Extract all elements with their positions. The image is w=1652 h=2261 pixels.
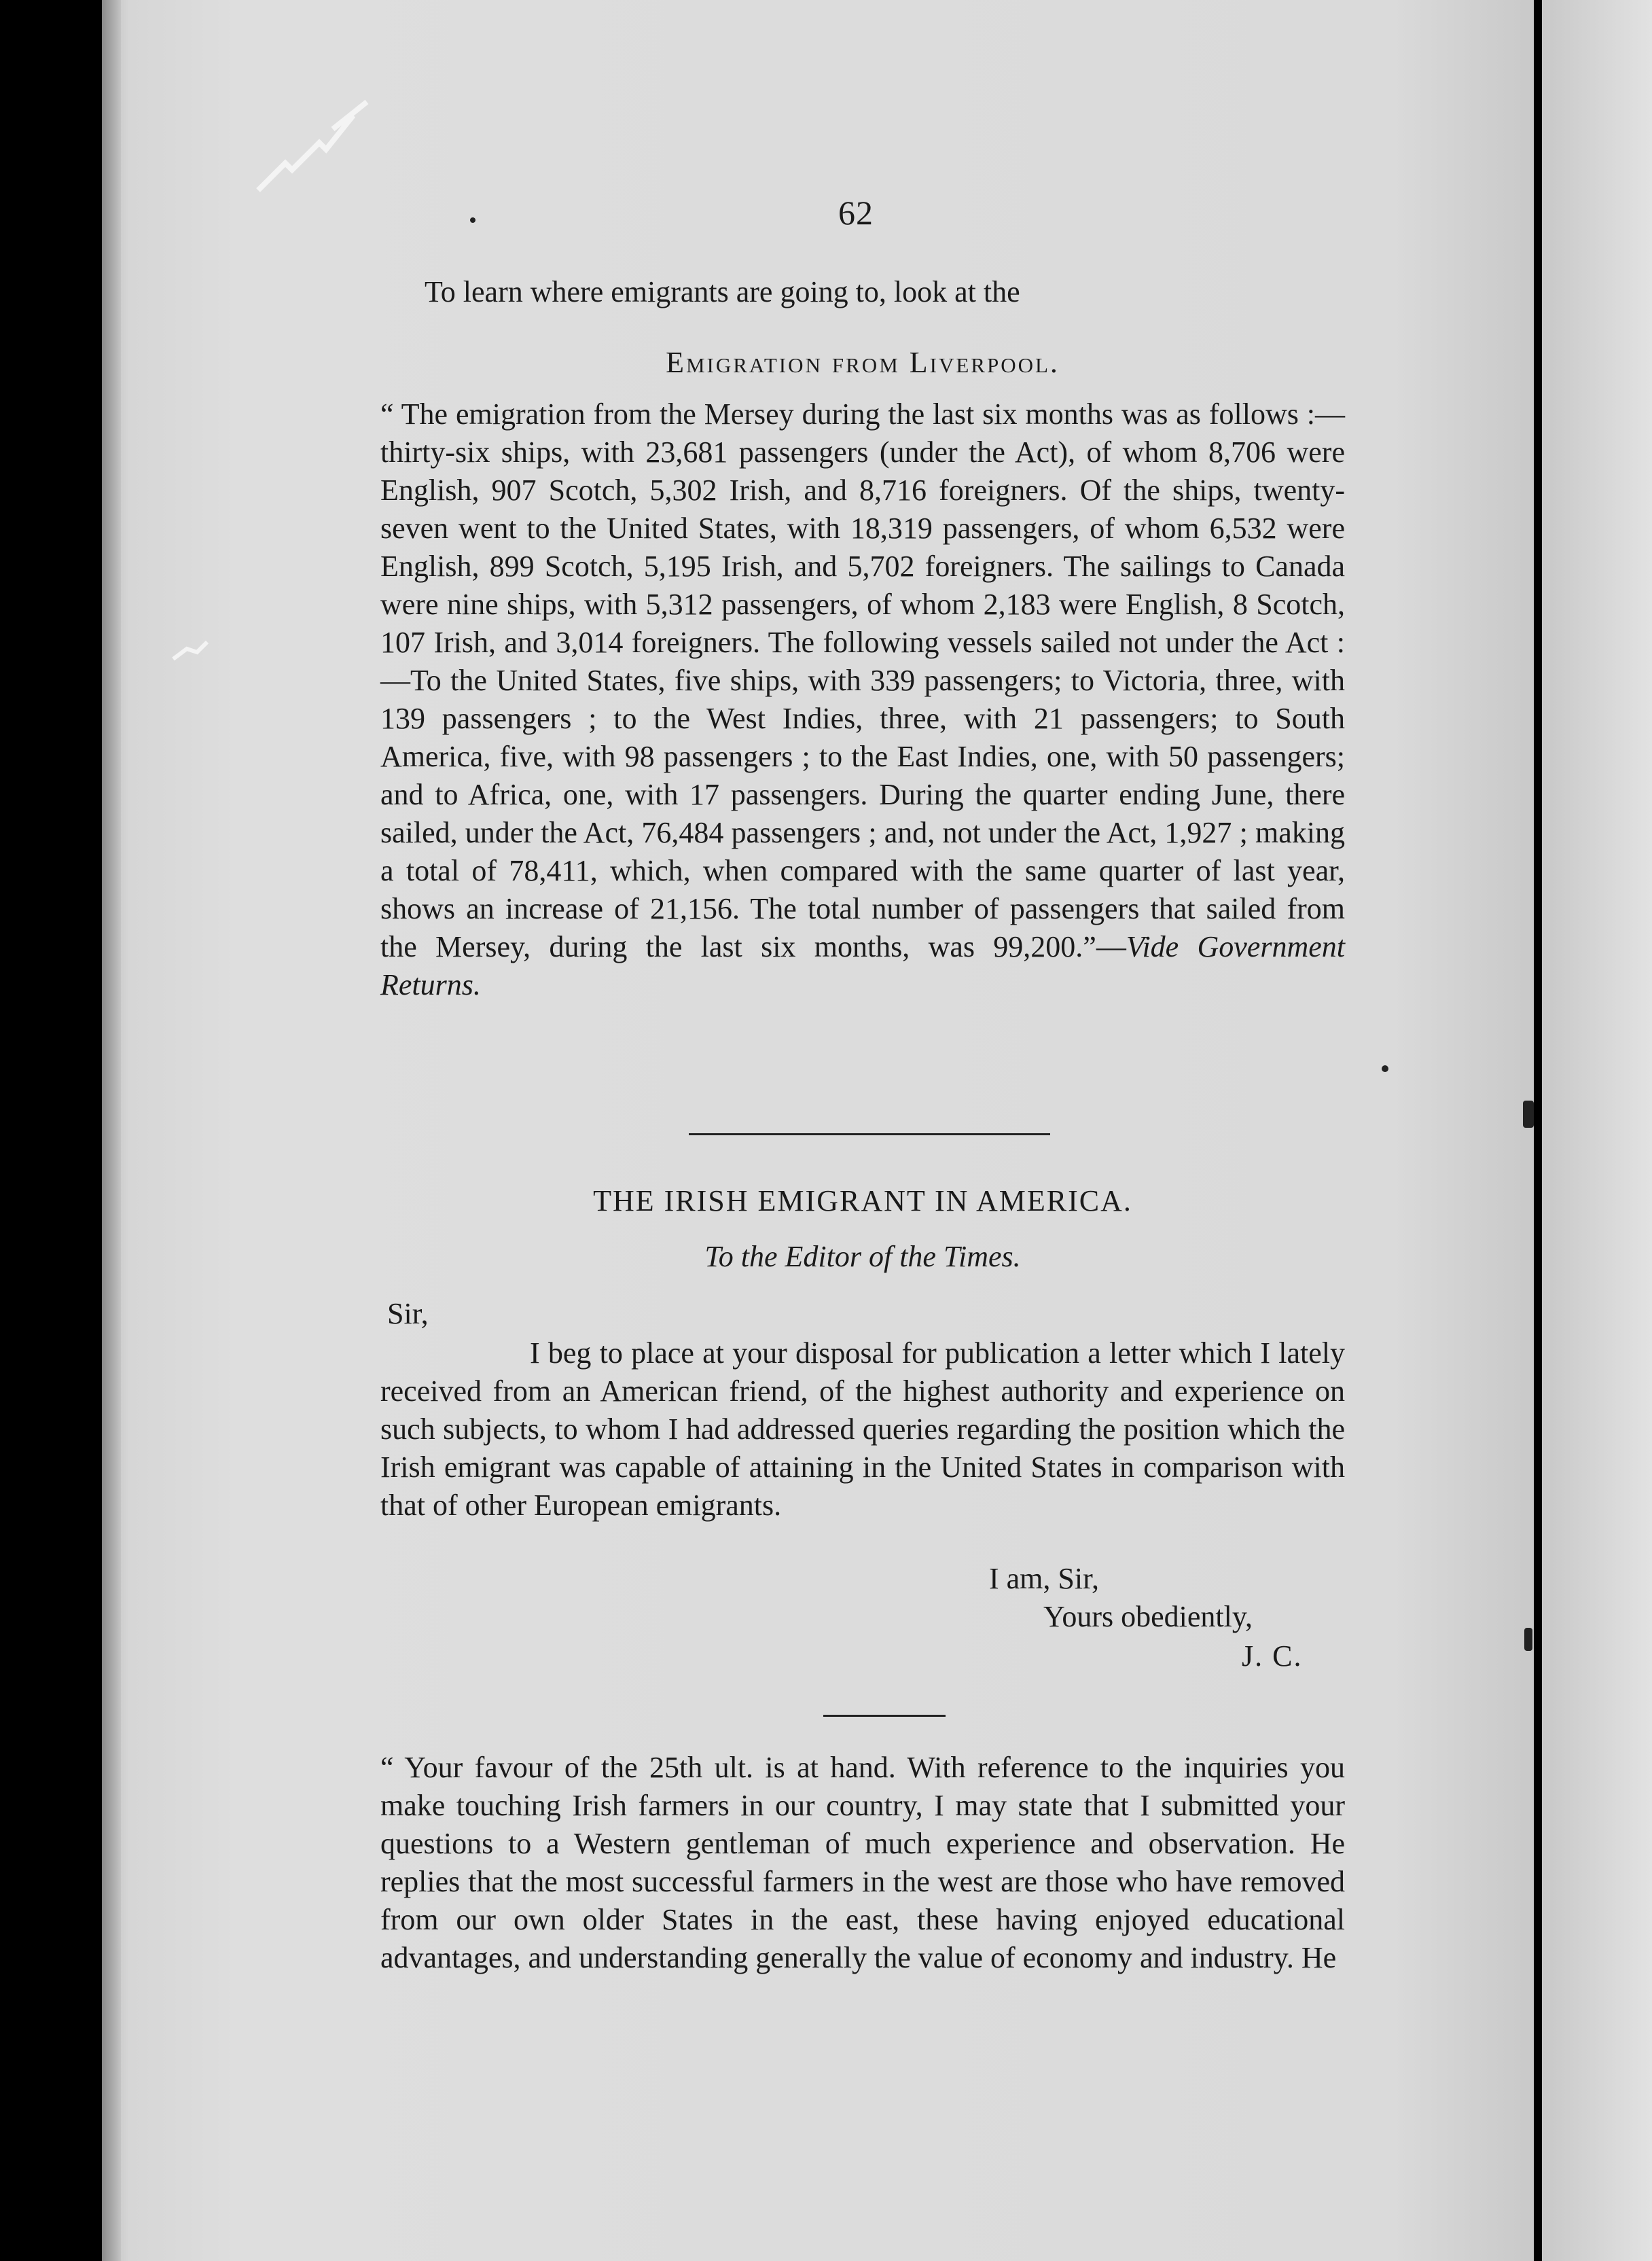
section-heading: Emigration from Liverpool.	[666, 346, 1060, 379]
letter-body: I beg to place at your disposal for publication a letter which I lately received from an American friend, of the highest authority and experience on such subjects, to whom I had addressed queries regarding the position which the Irish emigrant was capable of attaining in the United States in comparison with that of other European emigrants.	[380, 1336, 1345, 1522]
ink-speck	[470, 217, 475, 223]
article-title: THE IRISH EMIGRANT IN AMERICA.	[593, 1184, 1132, 1217]
short-divider-rule	[823, 1715, 946, 1717]
lead-line: To learn where emigrants are going to, look at the	[425, 275, 1020, 308]
page-divider	[1534, 0, 1542, 2261]
page-number: 62	[838, 194, 874, 232]
emigration-quote-block	[380, 395, 1345, 1004]
reply-block	[380, 1749, 1345, 1977]
letter-closing-line-1: I am, Sir,	[989, 1562, 1099, 1595]
scratch-mark	[170, 639, 211, 666]
letter-block	[380, 1334, 1345, 1525]
article-subtitle: To the Editor of the Times.	[704, 1240, 1021, 1273]
letter-closing-line-2: Yours obediently,	[1043, 1600, 1253, 1633]
binding-mark	[1523, 1101, 1534, 1128]
facing-page-edge	[1542, 0, 1652, 2261]
ink-speck	[1382, 1065, 1388, 1072]
scratch-mark	[245, 88, 380, 197]
reply-body: “ Your favour of the 25th ult. is at hand. With reference to the inquiries you make touching Irish farmers in our country, I may state that I submitted your questions to a Western gentleman of much experience and observation. He replies that the most successful farmers in the west are those who have removed from our own older States in the east, these having enjoyed educational advantages, and understanding generally the value of economy and industry. He	[380, 1751, 1345, 1974]
emigration-quote-text: “ The emigration from the Mersey during the last six months was as follows :—thirty-six ships, with 23,681 passengers (under the Act), of whom 8,706 were English, 907 Scotch, 5,302 Irish, and 8,716 foreigners. Of the ships, twenty-seven went to the United States, with 18,319 passengers, of whom 6,532 were English, 899 Scotch, 5,195 Irish, and 5,702 foreigners. The sailings to Canada were nine ships, with 5,312 passengers, of whom 2,183 were English, 8 Scotch, 107 Irish, and 3,014 foreigners. The following vessels sailed not under the Act :—To the United States, five ships, with 339 passengers; to Victoria, three, with 139 passengers ; to the West Indies, three, with 21 passengers; to South America, five, with 98 passengers ; to the East Indies, one, with 50 passengers; and to Africa, one, with 17 passengers. During the quarter ending June, there sailed, under the Act, 76,484 passengers ; and, not under the Act, 1,927 ; making a total of 78,411, which, when compared with the same quarter of last year, shows an increase of 21,156. The total number of passengers that sailed from the Mersey, during the last six months, was 99,200.”—	[380, 397, 1345, 963]
letter-salutation: Sir,	[387, 1297, 429, 1330]
letter-signature: J. C.	[1242, 1639, 1303, 1673]
page-gutter-shadow	[102, 0, 121, 2261]
section-divider-rule	[689, 1133, 1050, 1135]
binding-mark	[1524, 1628, 1532, 1651]
emigration-quote	[380, 395, 1345, 1004]
emigration-source: Vide Government Returns.	[380, 930, 1345, 1001]
